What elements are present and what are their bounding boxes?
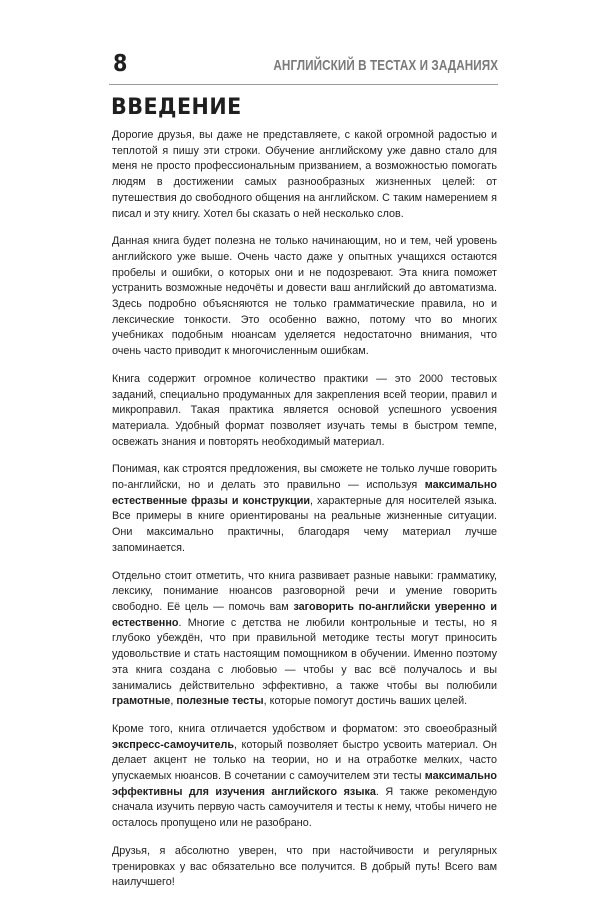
paragraph	[112, 844, 497, 891]
paragraph-text: , которые помогут достичь ваших целей.	[263, 695, 468, 708]
emphasis-text: полезные тесты	[176, 695, 264, 708]
chapter-heading: ВВЕДЕНИЕ	[111, 95, 242, 120]
paragraph	[112, 372, 497, 451]
paragraph-text: Дорогие друзья, вы даже не представляете, с какой огромной радостью и теплотой я пишу эти строки. Обучение английскому уже давно стало для меня не просто профессиональным призванием, а возможностью помогать людям в достижении самых разнообразных жизненных целей: от путешествия до свободного общения на английском. С таким намерением я писал и эту книгу. Хотел бы сказать о ней несколько слов.	[112, 129, 497, 220]
paragraph-text: Понимая, как строятся предложения, вы сможете не только лучше говорить по-английски, но и делать это правильно — используя	[112, 463, 497, 492]
paragraph	[112, 128, 497, 222]
paragraph-text: Данная книга будет полезна не только начинающим, но и тем, чей уровень английского уже выше. Очень часто даже у опытных учащихся остаются пробелы и ошибки, о которых они и не подозревают. Эта книга поможет устранить возможные недочёты и довести ваш английский до автоматизма. Здесь подробно объясняются не только грамматические правила, но и лексические тонкости. Это особенно важно, потому что во многих учебниках подобным нюансам уделяется недостаточно внимания, что очень часто приводит к многочисленным ошибкам.	[112, 235, 497, 358]
paragraph-text: , характерные для носителей языка. Все примеры в книге ориентированы на реальные жизненные ситуации. Они максимально практичны, благодаря чему материал лучше запоминается.	[112, 494, 497, 554]
page-header	[109, 50, 498, 85]
paragraph-text: . Многие с детства не любили контрольные и тесты, но я глубоко убеждён, что при правильной методике тесты могут приносить удовольствие и стать настоящим помощником в обучении. Именно поэтому эта книга создана с любовью — чтобы у вас всё получалось и вы занимались действительно эффективно, а также чтобы вы полюбили	[112, 616, 497, 692]
paragraph-text: , который позволяет быстро усвоить материал. Он делает акцент не только на теории, но и на отработке мелких, часто упускаемых нюансов. В сочетании с самоучителем эти тесты	[112, 738, 497, 783]
paragraph-text: Книга содержит огромное количество практики — это 2000 тестовых заданий, специально продуманных для закрепления всей теории, правил и микроправил. Такая практика является основой успешного усвоения материала. Удобный формат позволяет изучать темы в быстром темпе, освежать знания и повторять необходимый материал.	[112, 372, 497, 448]
emphasis-text: грамотные	[112, 695, 171, 708]
page-number: 8	[113, 51, 128, 77]
emphasis-text: экспресс-самоучитель	[112, 738, 234, 751]
paragraph	[112, 722, 497, 832]
paragraph-text: Отдельно стоит отметить, что книга развивает разные навыки: грамматику, лексику, понимание нюансов разговорной речи и умение говорить свободно. Её цель — помочь вам	[112, 569, 497, 613]
running-title: АНГЛИЙСКИЙ В ТЕСТАХ И ЗАДАНИЯХ	[273, 57, 498, 74]
emphasis-text: заговорить по-английски уверенно и естественно	[112, 600, 497, 629]
paragraph-text: ,	[170, 695, 177, 708]
paragraph	[112, 234, 497, 360]
body-text	[112, 128, 497, 903]
paragraph	[112, 462, 497, 556]
paragraph-text: Кроме того, книга отличается удобством и форматом: это своеобразный	[112, 722, 497, 735]
emphasis-text: максимально естественные фразы и конструкции	[112, 479, 497, 507]
emphasis-text: максимально эффективны для изучения английского языка	[112, 770, 497, 798]
paragraph	[112, 569, 497, 710]
paragraph-text: Друзья, я абсолютно уверен, что при настойчивости и регулярных тренировках у вас обязательно все получится. В добрый путь! Всего вам наилучшего!	[112, 844, 497, 889]
paragraph-text: . Я также рекомендую сначала изучить первую часть самоучителя и тесты к нему, чтобы ничего не осталось пропущено или не разобрано.	[112, 785, 497, 830]
